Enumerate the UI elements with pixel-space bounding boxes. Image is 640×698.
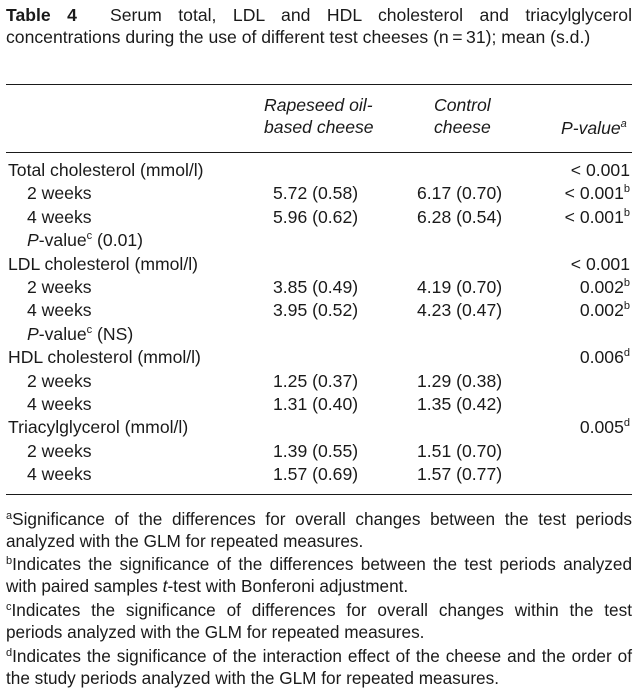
cell-rapeseed: 3.95 (0.52) bbox=[273, 300, 359, 321]
cell-pvalue-text: 0.002 bbox=[579, 300, 624, 321]
table-row bbox=[0, 440, 640, 463]
cell-rapeseed: 5.72 (0.58) bbox=[273, 183, 359, 204]
cell-rapeseed: 1.31 (0.40) bbox=[273, 394, 359, 414]
cell-control: 4.19 (0.70) bbox=[417, 277, 503, 297]
table-row bbox=[0, 299, 640, 322]
table-row bbox=[0, 253, 640, 276]
cell-control: 1.35 (0.42) bbox=[417, 394, 503, 414]
table-caption bbox=[6, 4, 632, 48]
cell-rapeseed: 5.96 (0.62) bbox=[273, 206, 359, 227]
cell-control: 6.17 (0.70) bbox=[417, 183, 503, 204]
column-header-control-line2: cheese bbox=[434, 117, 491, 137]
table-row bbox=[0, 463, 640, 486]
row-label: 2 weeks bbox=[27, 370, 92, 391]
row-label: 4 weeks bbox=[27, 464, 92, 485]
cell-pvalue-text: < 0.001 bbox=[570, 160, 630, 180]
table-label: Table 4 bbox=[6, 5, 77, 25]
column-header-rapeseed-line2: based cheese bbox=[264, 117, 374, 137]
footnote-a-mark: a bbox=[6, 510, 13, 522]
row-label-text: -value bbox=[38, 323, 87, 344]
footnote-d bbox=[6, 645, 632, 689]
footnote-b-text-1: Indicates the significance of the differences between the test periods analyzed with paired samples bbox=[6, 554, 632, 596]
row-label: 4 weeks bbox=[27, 300, 92, 321]
table-row bbox=[0, 159, 640, 182]
row-label: 2 weeks bbox=[27, 183, 92, 204]
row-label: 2 weeks bbox=[27, 277, 92, 297]
table-row bbox=[0, 323, 640, 346]
table-row bbox=[0, 206, 640, 229]
cell-pvalue-sup: b bbox=[623, 300, 630, 313]
row-label: 4 weeks bbox=[27, 206, 92, 227]
column-header-control-line1: Control bbox=[434, 95, 491, 115]
cell-pvalue-text: < 0.001 bbox=[564, 206, 624, 227]
cell-pvalue bbox=[571, 159, 630, 182]
footnote-d-text: Indicates the significance of the interaction effect of the cheese and the order of the study periods analyzed with the GLM for repeated measures. bbox=[6, 646, 632, 688]
footnote-a bbox=[6, 508, 632, 552]
table-row bbox=[0, 393, 640, 416]
column-header-pvalue-sup: a bbox=[620, 118, 627, 130]
cell-pvalue-text: < 0.001 bbox=[570, 253, 630, 274]
footnote-c-mark: c bbox=[6, 601, 12, 613]
top-rule bbox=[6, 84, 632, 85]
cell-pvalue bbox=[565, 182, 630, 205]
header-rule bbox=[6, 152, 632, 153]
row-label: Triacylglycerol (mmol/l) bbox=[8, 417, 189, 438]
row-label-sup: c bbox=[86, 323, 93, 336]
row-label-italic: P bbox=[27, 323, 39, 344]
cell-pvalue-sup: b bbox=[623, 277, 630, 289]
cell-pvalue-sup: b bbox=[623, 183, 630, 196]
cell-rapeseed: 3.85 (0.49) bbox=[273, 277, 359, 297]
footnote-d-mark: d bbox=[6, 647, 13, 659]
bottom-rule bbox=[6, 494, 632, 495]
footnote-c bbox=[6, 599, 632, 643]
footnote-b bbox=[6, 553, 632, 597]
cell-pvalue bbox=[580, 276, 630, 299]
table-caption-text: Serum total, LDL and HDL cholesterol and triacylglycerol concentrations during the use of different test cheeses (n = 31); mean (s.d.) bbox=[6, 5, 632, 47]
table-row bbox=[0, 416, 640, 439]
footnote-b-text-italic: t bbox=[162, 576, 168, 596]
cell-pvalue-sup: d bbox=[623, 347, 630, 360]
cell-control: 1.29 (0.38) bbox=[417, 370, 503, 391]
cell-control: 1.51 (0.70) bbox=[417, 440, 503, 461]
column-header-control bbox=[434, 94, 491, 138]
cell-pvalue-sup: d bbox=[623, 417, 630, 430]
row-label-italic: P bbox=[27, 230, 39, 251]
column-header-rapeseed-line1: Rapeseed oil- bbox=[264, 95, 373, 115]
table-row bbox=[0, 370, 640, 393]
table-row bbox=[0, 182, 640, 205]
row-label-sup: c bbox=[86, 230, 93, 243]
footnote-b-mark: b bbox=[6, 555, 13, 567]
cell-pvalue-text: 0.002 bbox=[579, 277, 624, 297]
column-header-pvalue-text: P-value bbox=[561, 118, 621, 138]
row-label: HDL cholesterol (mmol/l) bbox=[8, 347, 201, 368]
cell-pvalue bbox=[580, 299, 630, 322]
row-label: LDL cholesterol (mmol/l) bbox=[8, 253, 199, 274]
cell-rapeseed: 1.25 (0.37) bbox=[273, 370, 359, 391]
footnote-a-text: Significance of the differences for overall changes between the test periods analyzed with the GLM for repeated measures. bbox=[6, 509, 632, 551]
cell-rapeseed: 1.39 (0.55) bbox=[273, 440, 359, 461]
table-row bbox=[0, 346, 640, 369]
cell-pvalue-text: 0.006 bbox=[579, 347, 624, 368]
footnote-c-text: Indicates the significance of differences for overall changes within the test periods analyzed with the GLM for repeated measures. bbox=[6, 600, 632, 642]
cell-pvalue bbox=[580, 416, 630, 439]
row-label-text: -value bbox=[38, 230, 87, 251]
table-row bbox=[0, 276, 640, 299]
cell-pvalue-text: 0.005 bbox=[579, 417, 624, 438]
cell-pvalue bbox=[580, 346, 630, 369]
cell-rapeseed: 1.57 (0.69) bbox=[273, 464, 359, 485]
cell-pvalue bbox=[565, 206, 630, 229]
column-header-rapeseed bbox=[264, 94, 374, 138]
column-header-pvalue bbox=[561, 117, 627, 139]
row-label bbox=[27, 229, 143, 252]
cell-control: 1.57 (0.77) bbox=[417, 464, 503, 485]
cell-control: 6.28 (0.54) bbox=[417, 206, 503, 227]
cell-control: 4.23 (0.47) bbox=[417, 300, 503, 321]
cell-pvalue-sup: b bbox=[623, 206, 630, 219]
footnote-b-text-2: -test with Bonferoni adjustment. bbox=[167, 576, 409, 596]
row-label: Total cholesterol (mmol/l) bbox=[8, 160, 204, 180]
table-row bbox=[0, 229, 640, 252]
row-label-tail: (NS) bbox=[92, 323, 134, 344]
cell-pvalue bbox=[571, 253, 630, 276]
row-label bbox=[27, 323, 133, 346]
row-label: 4 weeks bbox=[27, 394, 92, 414]
row-label: 2 weeks bbox=[27, 440, 92, 461]
cell-pvalue-text: < 0.001 bbox=[564, 183, 624, 204]
row-label-tail: (0.01) bbox=[92, 230, 144, 251]
